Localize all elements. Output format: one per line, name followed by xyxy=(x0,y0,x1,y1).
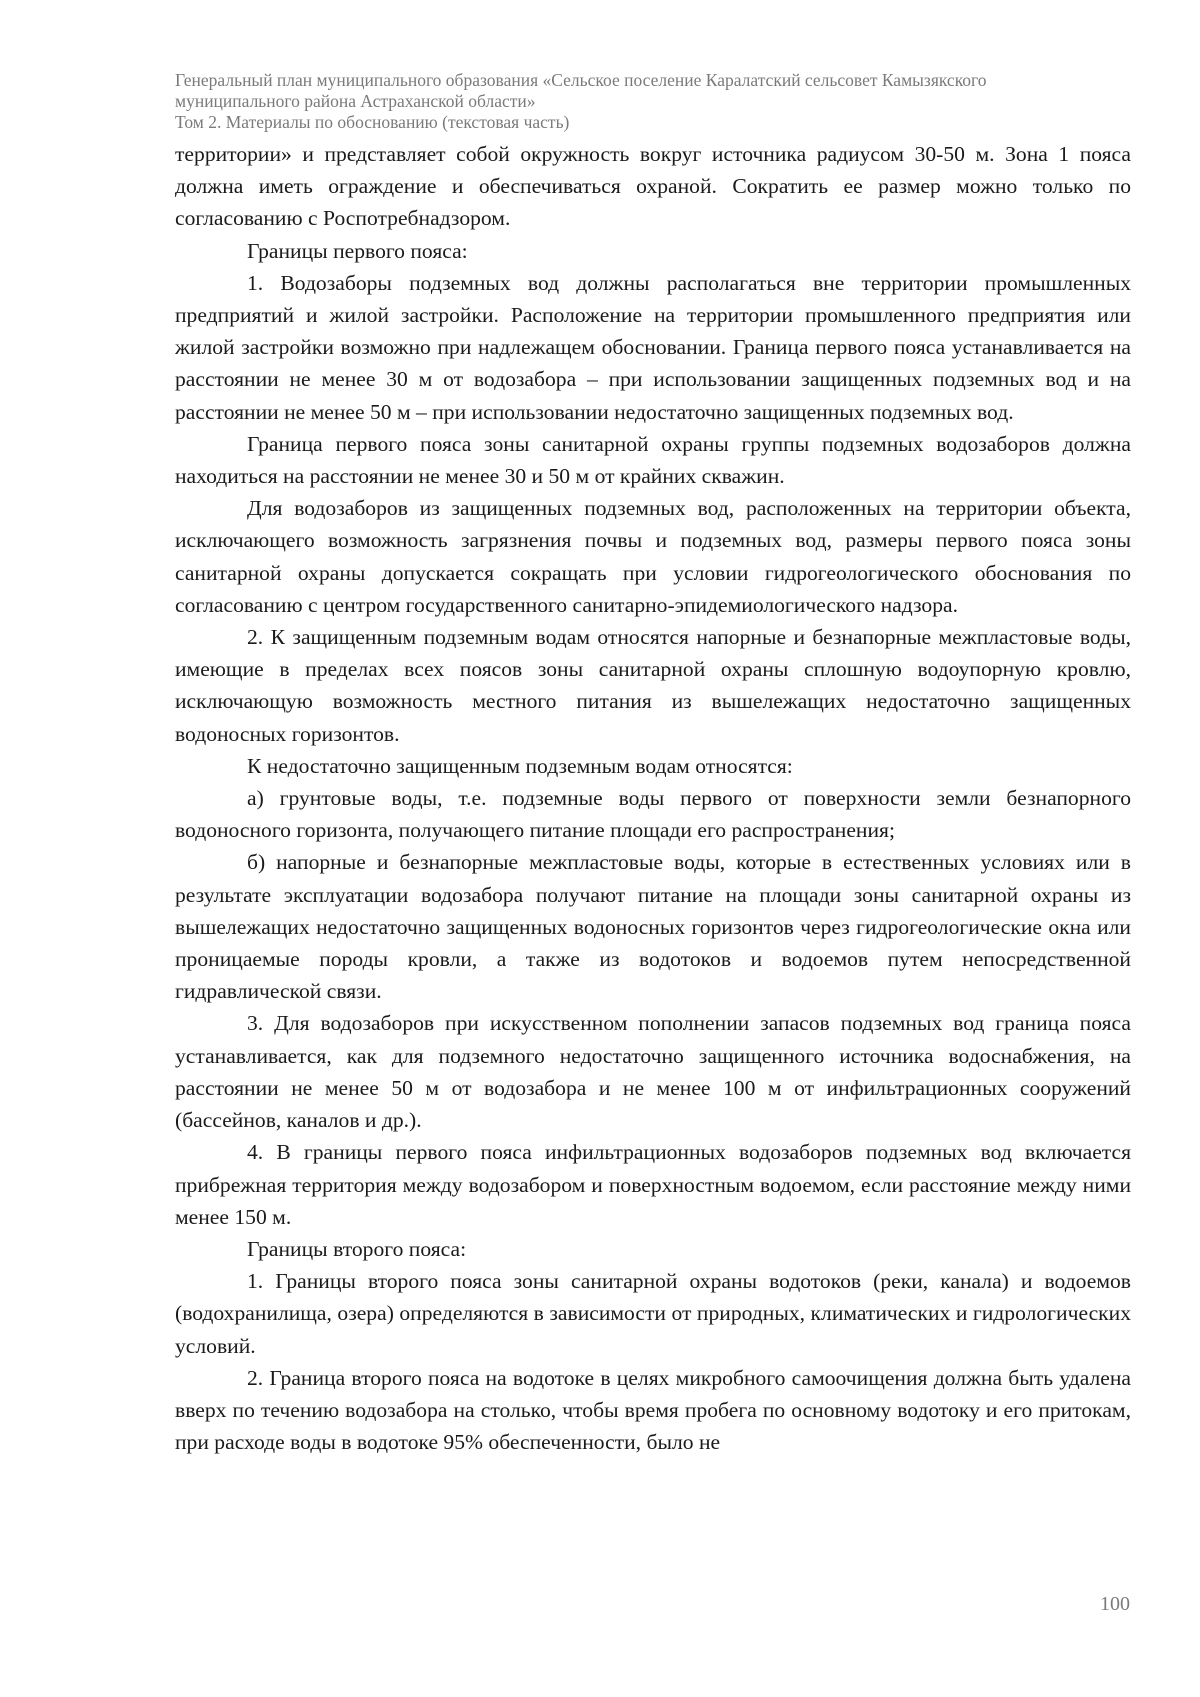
paragraph: 3. Для водозаборов при искусственном пополнении запасов подземных вод граница пояса устанавливается, как для подземного недостаточно защищенного источника водоснабжения, на расстоянии не менее 50 м от водозабора и не менее 100 м от инфильтрационных сооружений (бассейнов, каналов и др.). xyxy=(175,1011,1131,1133)
paragraph: Для водозаборов из защищенных подземных вод, расположенных на территории объекта, исключающего возможность загрязнения почвы и подземных вод, размеры первого пояса зоны санитарной охраны допускается сокращать при условии гидрогеологического обоснования по согласованию с центром государственного санитарно-эпидемиологического надзора. xyxy=(175,496,1131,617)
paragraph: а) грунтовые воды, т.е. подземные воды первого от поверхности земли безнапорного водоносного горизонта, получающего питание площади его распространения; xyxy=(175,786,1131,843)
header-line-1: Генеральный план муниципального образования «Сельское поселение Каралатский сельсовет Камызякского xyxy=(175,70,987,90)
paragraph: 2. Граница второго пояса на водотоке в целях микробного самоочищения должна быть удалена вверх по течению водозабора на столько, чтобы время пробега по основному водотоку и его притокам, при расходе воды в водотоке 95% обеспеченности, было не xyxy=(175,1365,1131,1455)
paragraph: б) напорные и безнапорные межпластовые воды, которые в естественных условиях или в результате эксплуатации водозабора получают питание на площади зоны санитарной охраны из вышележащих недостаточно защищенных водоносных горизонтов через гидрогеологические окна или проницаемые породы кровли, а также из водотоков и водоемов путем непосредственной гидравлической связи. xyxy=(175,850,1131,1004)
paragraph: 1. Границы второго пояса зоны санитарной охраны водотоков (реки, канала) и водоемов (водохранилища, озера) определяются в зависимости от природных, климатических и гидрологических условий. xyxy=(175,1269,1131,1358)
paragraph: Границы первого пояса: xyxy=(247,238,468,263)
paragraph: Границы второго пояса: xyxy=(247,1236,467,1261)
paragraph: Граница первого пояса зоны санитарной охраны группы подземных водозаборов должна находиться на расстоянии не менее 30 и 50 м от крайних скважин. xyxy=(175,431,1131,489)
header-line-2: муниципального района Астраханской области» xyxy=(175,91,536,111)
paragraph: 2. К защищенным подземным водам относятся напорные и безнапорные межпластовые воды, имеющие в пределах всех поясов зоны санитарной охраны сплошную водоупорную кровлю, исключающую возможность местного питания из вышележащих недостаточно защищенных водоносных горизонтов. xyxy=(175,625,1131,746)
page-number: 100 xyxy=(1100,1593,1130,1615)
paragraph: 1. Водозаборы подземных вод должны располагаться вне территории промышленных предприятий и жилой застройки. Расположение на территории промышленного предприятия или жилой застройки возможно при надлежащем обосновании. Граница первого пояса устанавливается на расстоянии не менее 30 м от водозабора – при использовании защищенных подземных вод и на расстоянии не менее 50 м – при использовании недостаточно защищенных подземных вод. xyxy=(175,270,1131,424)
body-text xyxy=(175,138,1131,1458)
paragraph: 4. В границы первого пояса инфильтрационных водозаборов подземных вод включается прибрежная территория между водозабором и поверхностным водоемом, если расстояние между ними менее 150 м. xyxy=(175,1140,1131,1229)
paragraph: территории» и представляет собой окружность вокруг источника радиусом 30-50 м. Зона 1 пояса должна иметь ограждение и обеспечиваться охраной. Сократить ее размер можно только по согласованию с Роспотребнадзором. xyxy=(175,142,1131,231)
running-header xyxy=(175,70,1135,133)
header-line-3: Том 2. Материалы по обоснованию (текстовая часть) xyxy=(175,112,570,132)
paragraph: К недостаточно защищенным подземным водам относятся: xyxy=(247,753,793,778)
